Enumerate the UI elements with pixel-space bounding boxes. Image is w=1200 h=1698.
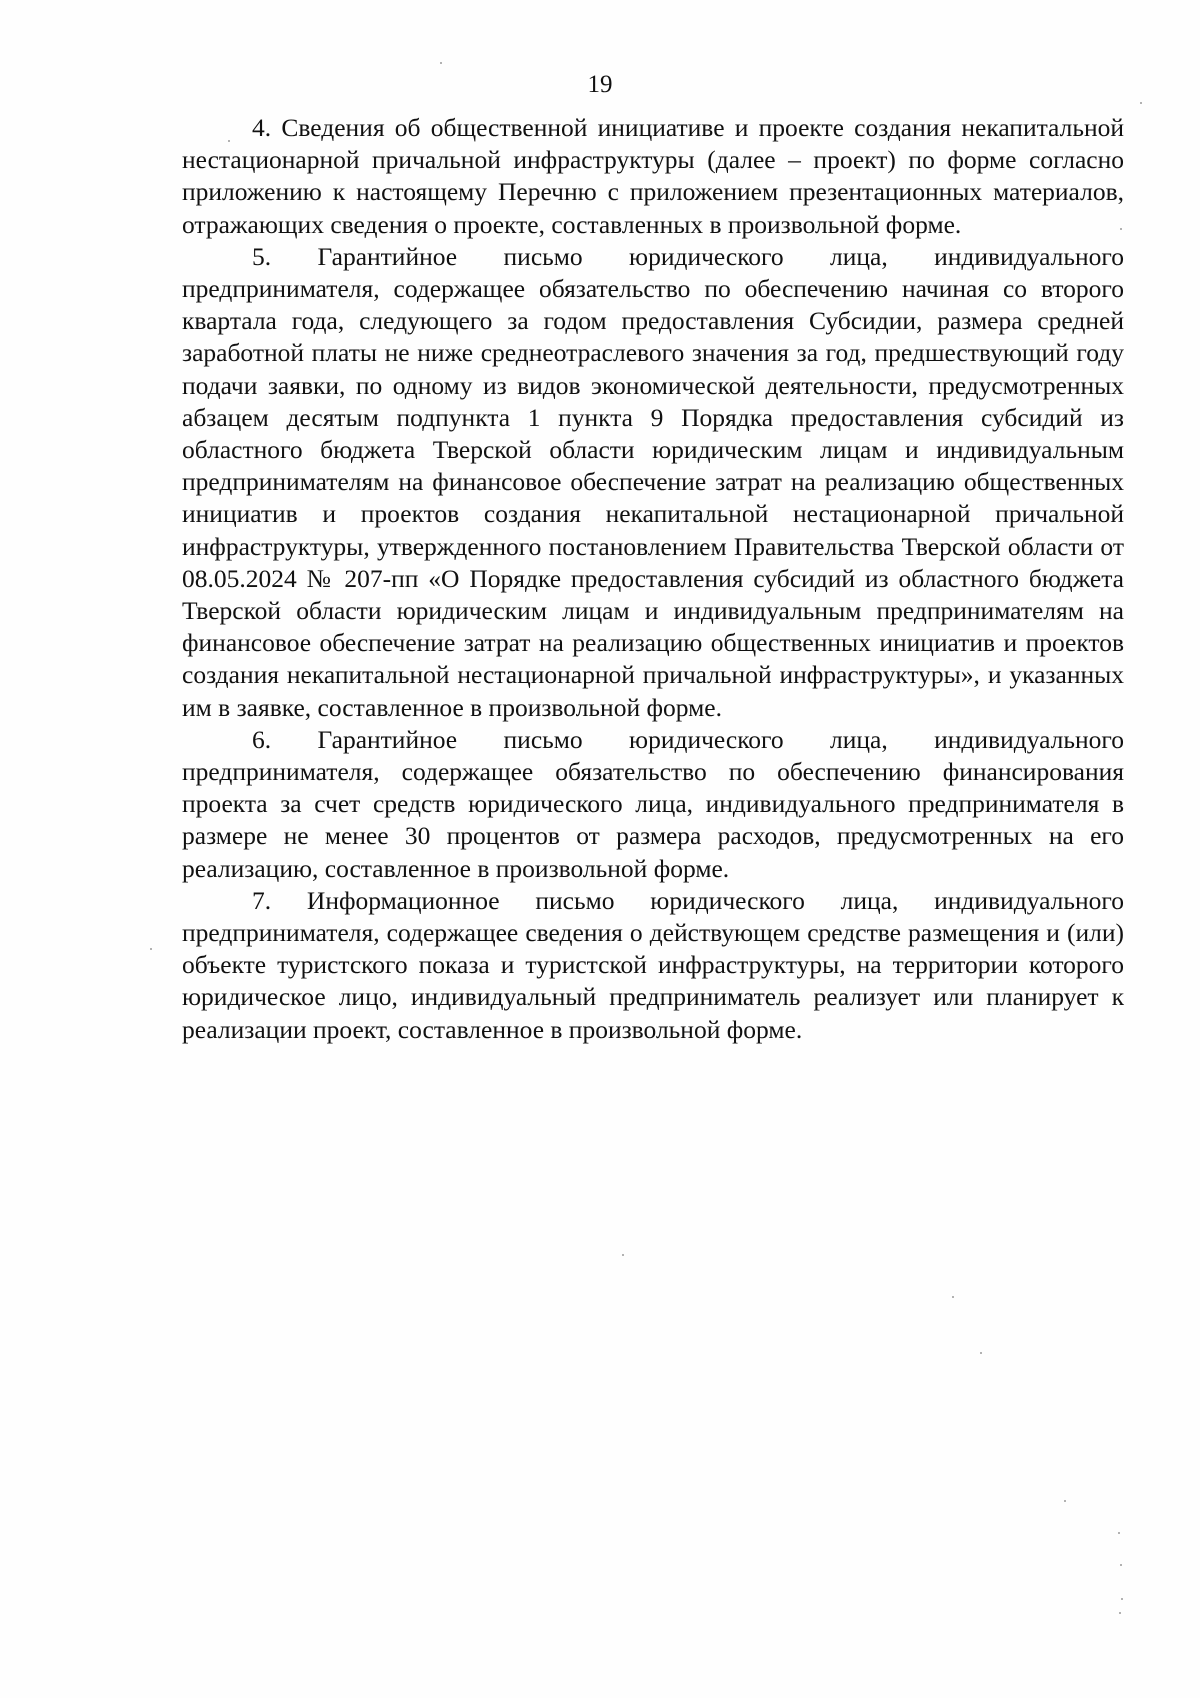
scan-speck [440, 62, 442, 64]
scan-speck [622, 1254, 624, 1256]
scan-speck [1140, 102, 1142, 104]
scan-speck [1118, 1532, 1120, 1534]
paragraph-5: 5. Гарантийное письмо юридического лица, индивидуального предпринимателя, содержащее обязательство по обеспечению начиная со второго квартала года, следующего за годом предоставления Субсидии, размера средней заработной платы не ниже среднеотраслевого значения за год, предшествующий году подачи заявки, по одному из видов экономической деятельности, предусмотренных абзацем десятым подпункта 1 пункта 9 Порядка предоставления субсидий из областного бюджета Тверской области юридическим лицам и индивидуальным предпринимателям на финансовое обеспечение затрат на реализацию общественных инициатив и проектов создания некапитальной нестационарной причальной инфраструктуры, утвержденного постановлением Правительства Тверской области от 08.05.2024 № 207-пп «О Порядке предоставления субсидий из областного бюджета Тверской области юридическим лицам и индивидуальным предпринимателям на финансовое обеспечение затрат на реализацию общественных инициатив и проектов создания некапитальной нестационарной причальной инфраструктуры», и указанных им в заявке, составленное в произвольной форме. [182, 241, 1124, 722]
paragraph-6: 6. Гарантийное письмо юридического лица, индивидуального предпринимателя, содержащее обязательство по обеспечению финансирования проекта за счет средств юридического лица, индивидуального предпринимателя в размере не менее 30 процентов от размера расходов, предусмотренных на его реализацию, составленное в произвольной форме. [182, 724, 1124, 883]
scan-speck [1121, 1598, 1123, 1600]
document-body [182, 112, 1124, 1046]
scan-speck [1120, 1564, 1122, 1566]
scan-speck [1064, 1500, 1066, 1502]
scan-speck [980, 1352, 982, 1354]
scan-speck [150, 948, 152, 950]
page-number: 19 [587, 71, 613, 98]
paragraph-7: 7. Информационное письмо юридического лица, индивидуального предпринимателя, содержащее сведения о действующем средстве размещения и (или) объекте туристского показа и туристской инфраструктуры, на территории которого юридическое лицо, индивидуальный предприниматель реализует или планирует к реализации проект, составленное в произвольной форме. [182, 885, 1124, 1044]
scan-speck [1119, 1612, 1121, 1614]
scan-speck [228, 140, 230, 142]
scan-speck [952, 1296, 954, 1298]
scan-speck [1120, 228, 1122, 230]
paragraph-4: 4. Сведения об общественной инициативе и проекте создания некапитальной нестационарной причальной инфраструктуры (далее – проект) по форме согласно приложению к настоящему Перечню с приложением презентационных материалов, отражающих сведения о проекте, составленных в произвольной форме. [182, 113, 1124, 239]
